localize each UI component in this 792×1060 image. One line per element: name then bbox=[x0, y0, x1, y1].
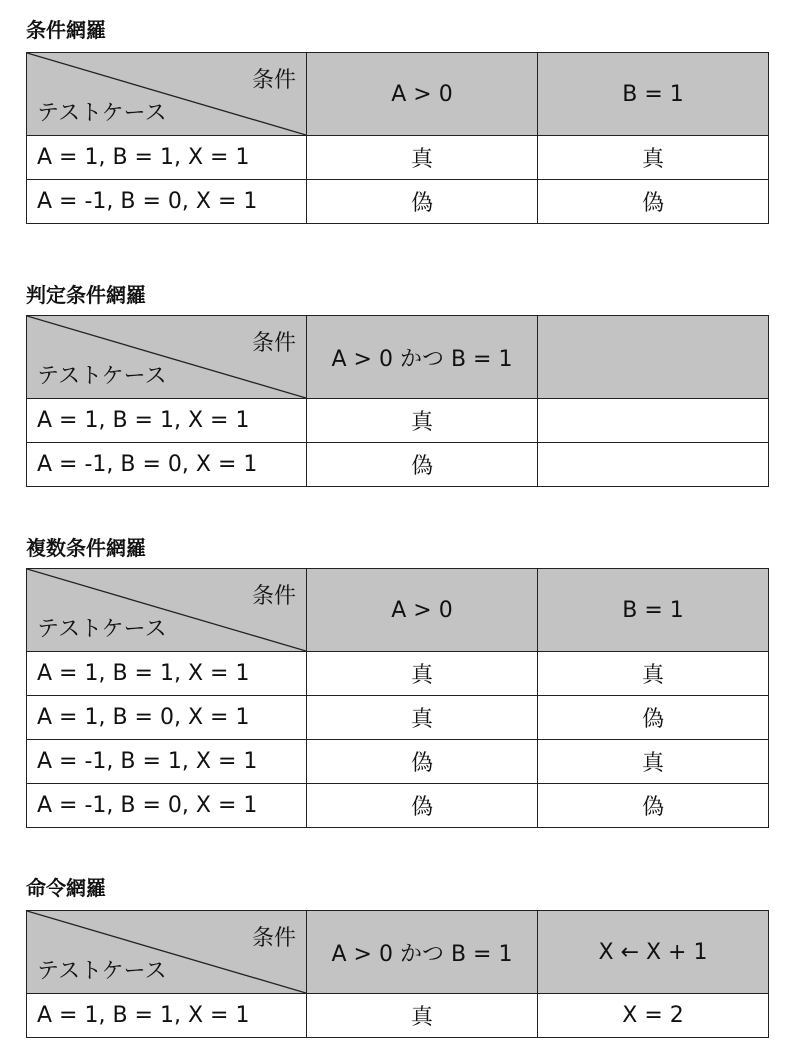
table-row bbox=[27, 652, 769, 696]
test-case-cell: A = 1, B = 1, X = 1 bbox=[27, 136, 307, 180]
result-cell: 真 bbox=[538, 740, 769, 784]
table-row bbox=[27, 740, 769, 784]
diagonal-header-cell bbox=[27, 316, 307, 399]
column-header bbox=[538, 316, 769, 399]
condition-label: 条件 bbox=[251, 584, 296, 609]
table-row bbox=[27, 180, 769, 224]
coverage-table bbox=[26, 52, 769, 224]
test-case-label: テストケース bbox=[37, 364, 167, 389]
result-cell: 偽 bbox=[307, 784, 538, 828]
diagonal-header-cell bbox=[27, 911, 307, 994]
result-cell: 真 bbox=[307, 136, 538, 180]
condition-label: 条件 bbox=[251, 68, 296, 93]
test-case-cell: A = 1, B = 1, X = 1 bbox=[27, 652, 307, 696]
table-header-row bbox=[27, 53, 769, 136]
result-cell: 偽 bbox=[307, 443, 538, 487]
result-cell: X = 2 bbox=[538, 994, 769, 1038]
test-case-cell: A = -1, B = 1, X = 1 bbox=[27, 740, 307, 784]
column-header: B = 1 bbox=[538, 569, 769, 652]
table-row bbox=[27, 443, 769, 487]
result-cell: 真 bbox=[538, 652, 769, 696]
column-header: X ← X + 1 bbox=[538, 911, 769, 994]
condition-label: 条件 bbox=[251, 331, 296, 356]
test-case-cell: A = 1, B = 1, X = 1 bbox=[27, 399, 307, 443]
column-header: A > 0 bbox=[307, 569, 538, 652]
result-cell: 真 bbox=[307, 994, 538, 1038]
section-title: 複数条件網羅 bbox=[26, 536, 146, 560]
test-case-cell: A = -1, B = 0, X = 1 bbox=[27, 784, 307, 828]
table-row bbox=[27, 784, 769, 828]
table-row bbox=[27, 136, 769, 180]
column-header: A > 0 かつ B = 1 bbox=[307, 316, 538, 399]
result-cell bbox=[538, 399, 769, 443]
column-header: A > 0 bbox=[307, 53, 538, 136]
result-cell: 真 bbox=[307, 399, 538, 443]
result-cell: 偽 bbox=[538, 784, 769, 828]
result-cell bbox=[538, 443, 769, 487]
column-header: A > 0 かつ B = 1 bbox=[307, 911, 538, 994]
section-title: 命令網羅 bbox=[26, 876, 106, 900]
test-case-cell: A = -1, B = 0, X = 1 bbox=[27, 443, 307, 487]
condition-label: 条件 bbox=[251, 926, 296, 951]
test-case-label: テストケース bbox=[37, 959, 167, 984]
test-case-cell: A = -1, B = 0, X = 1 bbox=[27, 180, 307, 224]
column-header: B = 1 bbox=[538, 53, 769, 136]
table-header-row bbox=[27, 569, 769, 652]
test-case-label: テストケース bbox=[37, 101, 167, 126]
diagonal-header-cell bbox=[27, 569, 307, 652]
result-cell: 偽 bbox=[307, 740, 538, 784]
coverage-table bbox=[26, 568, 769, 828]
result-cell: 真 bbox=[307, 696, 538, 740]
result-cell: 偽 bbox=[307, 180, 538, 224]
table-header-row bbox=[27, 911, 769, 994]
test-case-cell: A = 1, B = 1, X = 1 bbox=[27, 994, 307, 1038]
section-title: 条件網羅 bbox=[26, 18, 106, 42]
diagonal-header-cell bbox=[27, 53, 307, 136]
coverage-table bbox=[26, 315, 769, 487]
section-title: 判定条件網羅 bbox=[26, 283, 146, 307]
coverage-table bbox=[26, 910, 769, 1038]
result-cell: 偽 bbox=[538, 180, 769, 224]
test-case-cell: A = 1, B = 0, X = 1 bbox=[27, 696, 307, 740]
table-row bbox=[27, 696, 769, 740]
result-cell: 偽 bbox=[538, 696, 769, 740]
table-header-row bbox=[27, 316, 769, 399]
result-cell: 真 bbox=[538, 136, 769, 180]
test-case-label: テストケース bbox=[37, 617, 167, 642]
table-row bbox=[27, 994, 769, 1038]
result-cell: 真 bbox=[307, 652, 538, 696]
table-row bbox=[27, 399, 769, 443]
